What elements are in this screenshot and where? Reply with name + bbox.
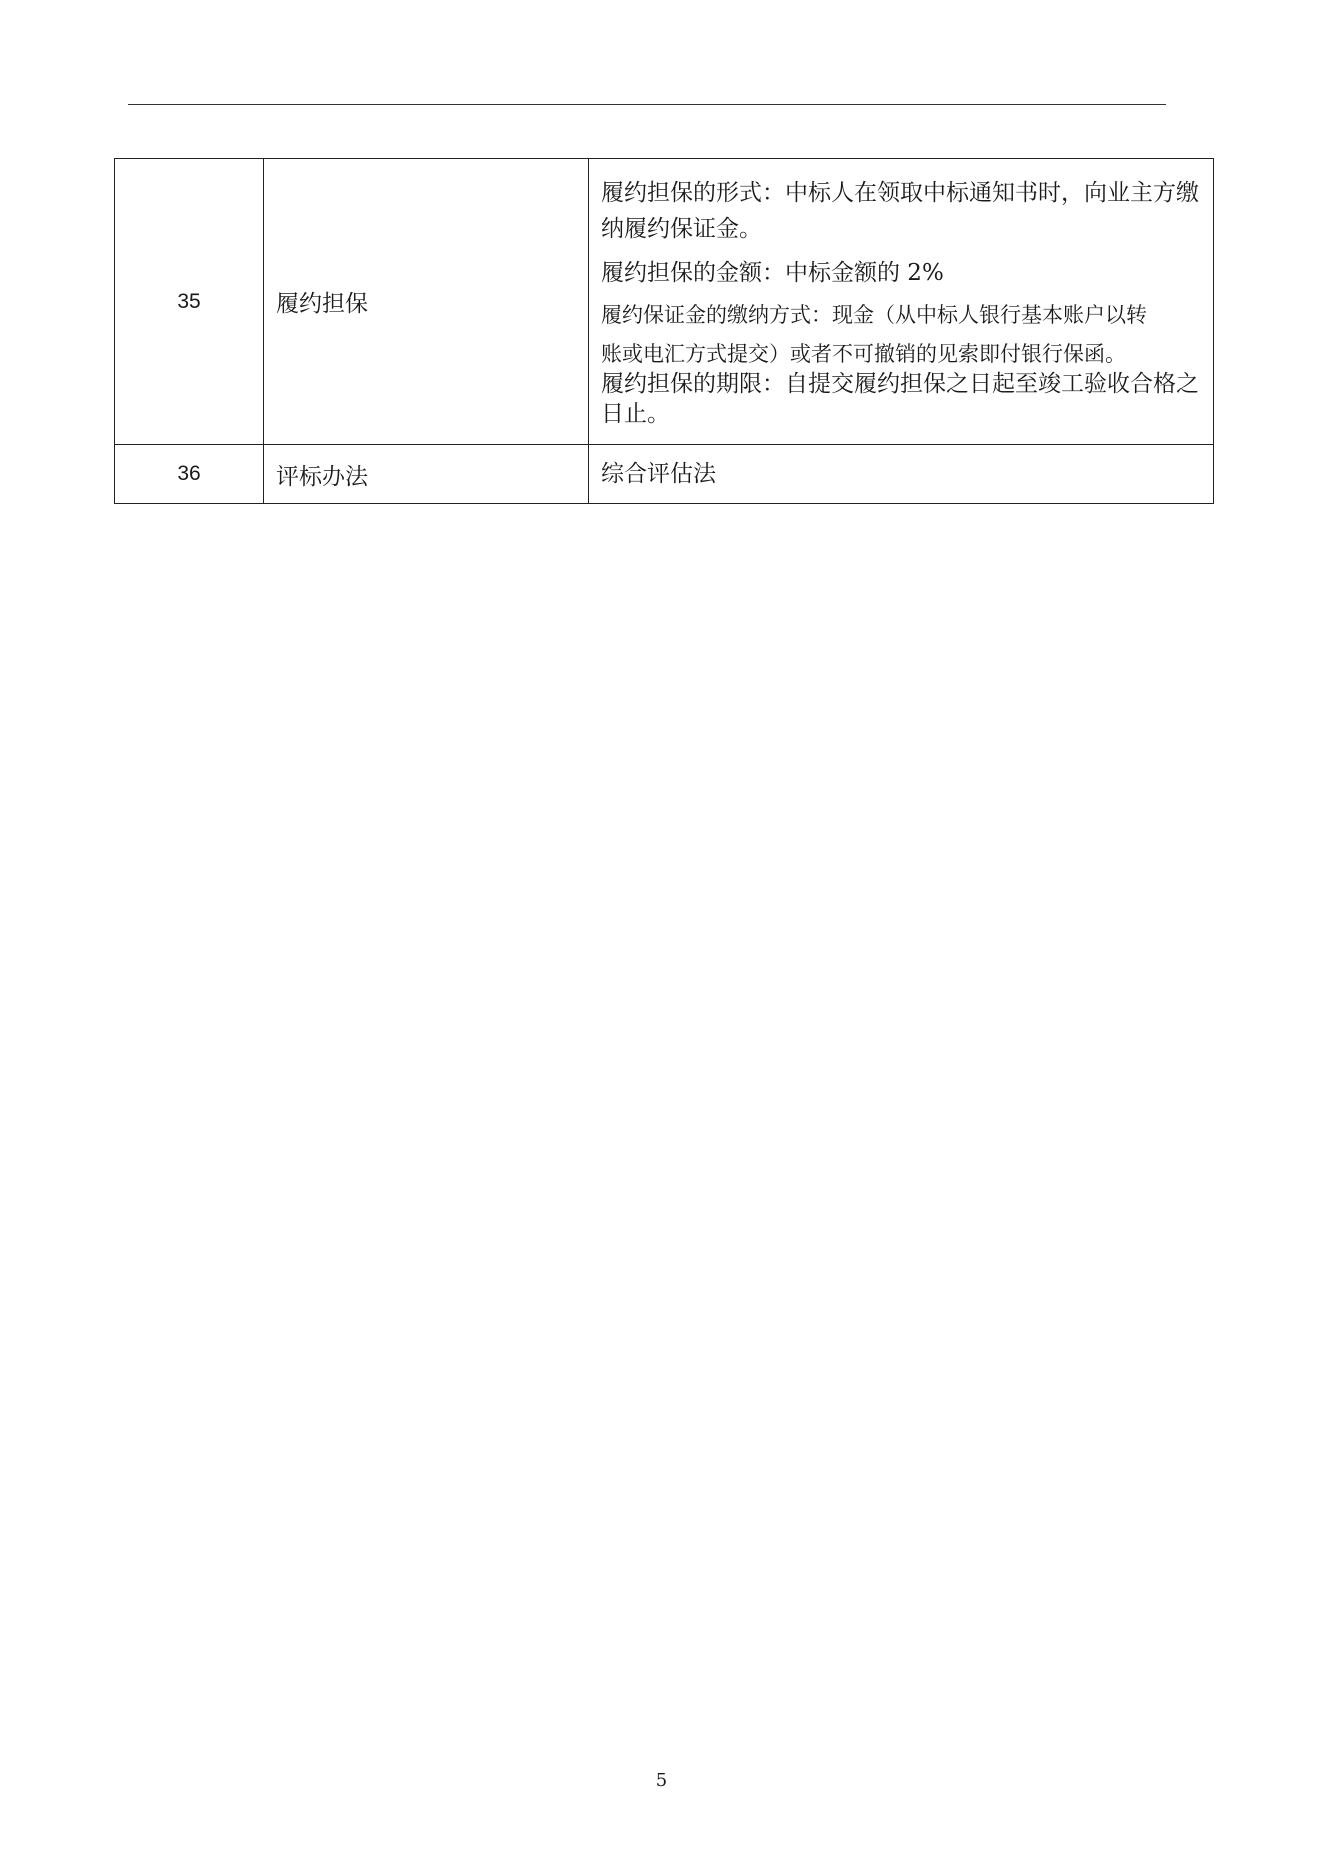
content-line: 履约担保的金额：中标金额的 2% — [601, 259, 944, 286]
content-line: 综合评估法 — [601, 461, 716, 487]
row-item-name: 评标办法 — [264, 445, 589, 504]
page-number: 5 — [655, 1770, 668, 1791]
content-line: 履约担保的形式：中标人在领取中标通知书时，向业主方缴纳履约保证金。 — [601, 179, 1199, 242]
content-line: 履约担保的期限：自提交履约担保之日起至竣工验收合格之日止。 — [601, 370, 1199, 427]
row-number: 35 — [115, 159, 264, 445]
table-row — [115, 445, 1214, 504]
row-item-name: 履约担保 — [264, 159, 589, 445]
header-rule — [128, 104, 1166, 105]
content-line: 履约保证金的缴纳方式：现金（从中标人银行基本账户以转 — [601, 302, 1147, 327]
bid-parameters-table — [114, 158, 1214, 504]
content-line: 账或电汇方式提交）或者不可撤销的见索即付银行保函。 — [601, 341, 1126, 366]
table-row — [115, 159, 1214, 445]
row-content — [589, 445, 1214, 504]
row-content — [589, 159, 1214, 445]
row-number: 36 — [115, 445, 264, 504]
